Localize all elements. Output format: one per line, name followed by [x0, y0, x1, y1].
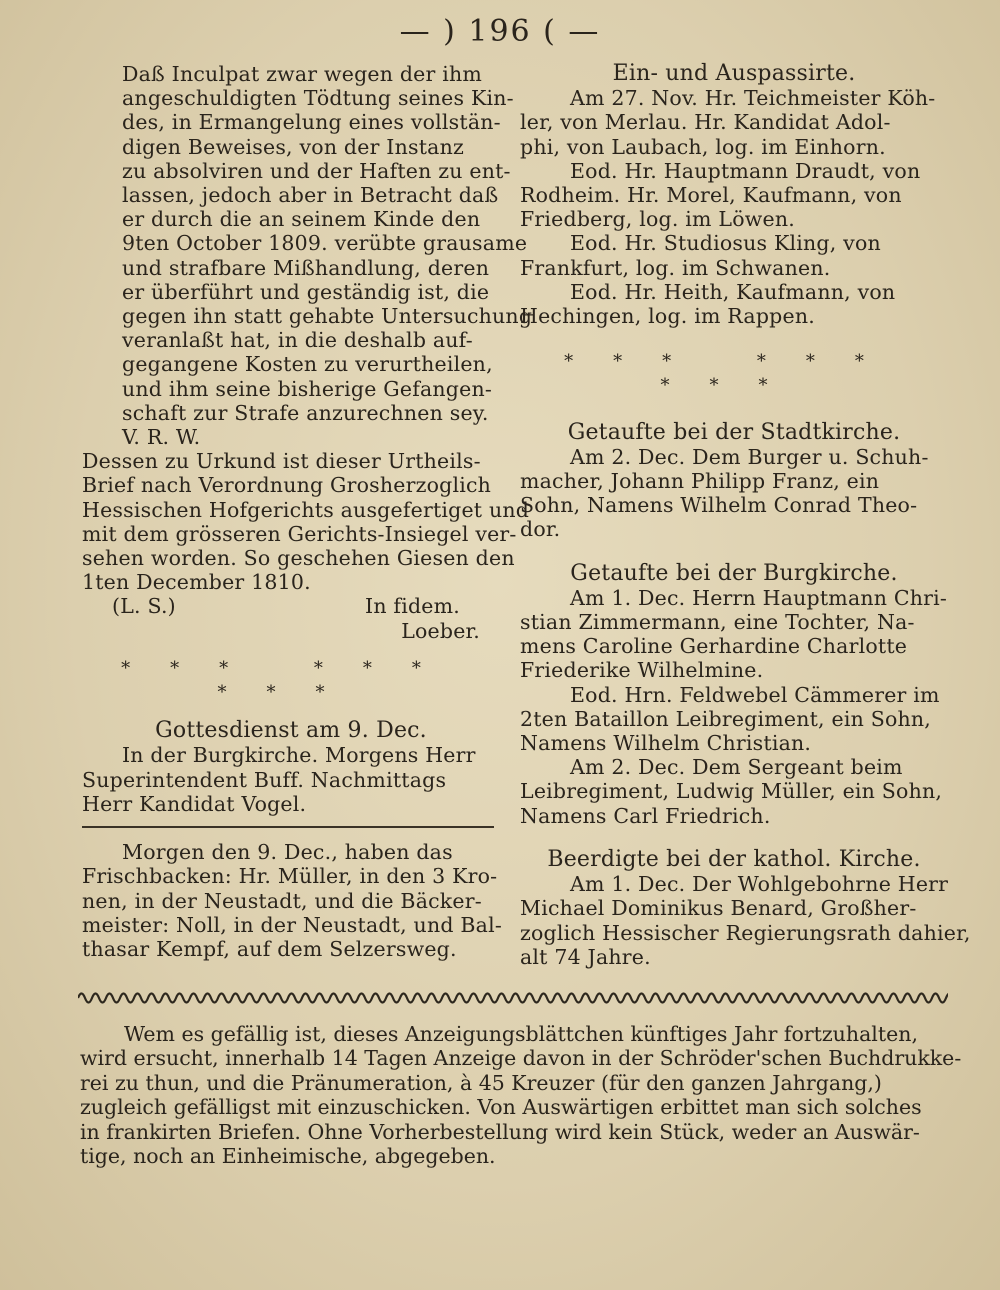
text-line: Hechingen, log. im Rappen. — [520, 304, 815, 329]
seal-row — [82, 594, 500, 618]
text-line: alt 74 Jahre. — [520, 944, 651, 969]
text-line: des, in Ermangelung eines vollstän- — [122, 110, 501, 135]
text-line: Daß Inculpat zwar wegen der ihm — [122, 62, 483, 86]
section-divider: *** *** *** — [121, 657, 461, 704]
service-paragraph — [82, 743, 500, 816]
text-line: und ihm seine bisherige Gefangen- — [122, 376, 492, 401]
seal-mark: (L. S.) — [112, 594, 176, 619]
text-line: Am 2. Dec. Dem Sergeant beim — [570, 755, 903, 780]
text-line: thasar Kempf, auf dem Selzersweg. — [82, 936, 457, 961]
text-line: ler, von Merlau. Hr. Kandidat Adol- — [520, 110, 891, 135]
text-line: Rodheim. Hr. Morel, Kaufmann, von — [520, 183, 902, 208]
text-line: Eod. Hr. Studiosus Kling, von — [570, 231, 881, 256]
text-line: Eod. Hrn. Feldwebel Cämmerer im — [570, 682, 940, 707]
text-line: gegangene Kosten zu verurtheilen, — [122, 352, 493, 377]
text-line: Sohn, Namens Wilhelm Conrad Theo- — [520, 493, 918, 518]
text-line: zu absolviren und der Haften zu ent- — [122, 158, 511, 183]
text-line: meister: Noll, in der Neustadt, und Bal- — [82, 912, 502, 937]
text-line: Superintendent Buff. Nachmittags — [82, 767, 447, 792]
text-line: schaft zur Strafe anzurechnen sey. — [122, 400, 489, 425]
baptized-burg-heading: Getaufte bei der Burgkirche. — [570, 560, 898, 586]
text-line: er durch die an seinem Kinde den — [122, 207, 481, 232]
text-line: Michael Dominikus Benard, Großher- — [520, 896, 917, 921]
text-line: Am 27. Nov. Hr. Teichmeister Köh- — [570, 86, 936, 111]
text-line: dor. — [520, 517, 561, 542]
text-line: V. R. W. — [122, 425, 201, 450]
text-line: phi, von Laubach, log. im Einhorn. — [520, 134, 886, 159]
text-line: zugleich gefälligst mit einzuschicken. Von Auswärtigen erbittet man sich solches — [80, 1095, 922, 1120]
text-line: lassen, jedoch aber in Betracht daß — [122, 183, 499, 208]
text-line: zoglich Hessischer Regierungsrath dahier, — [520, 920, 971, 945]
in-fidem: In fidem. — [365, 594, 460, 619]
column-rule — [82, 826, 494, 828]
text-line: Eod. Hr. Heith, Kaufmann, von — [570, 279, 896, 304]
text-line: Namens Carl Friedrich. — [520, 803, 771, 828]
service-heading: Gottesdienst am 9. Dec. — [155, 718, 427, 744]
subscription-notice — [80, 1022, 962, 1169]
attestation-paragraph — [82, 449, 530, 595]
text-line: Wem es gefällig ist, dieses Anzeigungsblättchen künftiges Jahr fortzuhalten, — [124, 1022, 918, 1046]
text-line: Am 1. Dec. Herrn Hauptmann Chri- — [570, 585, 948, 610]
text-line: in frankirten Briefen. Ohne Vorherbestellung wird kein Stück, weder an Auswär- — [80, 1119, 920, 1144]
text-line: digen Beweises, von der Instanz — [122, 134, 464, 159]
text-line: mit dem grösseren Gerichts-Insiegel ver- — [82, 521, 517, 546]
text-line: und strafbare Mißhandlung, deren — [122, 255, 490, 280]
text-line: Brief nach Verordnung Grosherzoglich — [82, 473, 492, 498]
text-line: angeschuldigten Tödtung seines Kin- — [122, 86, 514, 111]
text-line: Herr Kandidat Vogel. — [82, 791, 307, 816]
text-line: nen, in der Neustadt, und die Bäcker- — [82, 888, 482, 913]
text-line: Frankfurt, log. im Schwanen. — [520, 255, 831, 280]
text-line: Friederike Wilhelmine. — [520, 658, 764, 683]
text-line: stian Zimmermann, eine Tochter, Na- — [520, 610, 915, 635]
burials-paragraph — [520, 872, 971, 969]
text-line: tige, noch an Einheimische, abgegeben. — [80, 1144, 496, 1169]
text-line: gegen ihn statt gehabte Untersuchung — [122, 304, 533, 329]
text-line: Friedberg, log. im Löwen. — [520, 207, 795, 232]
section-divider: *** *** *** — [564, 351, 904, 397]
text-line: 1ten December 1810. — [82, 570, 311, 595]
travellers-paragraph — [520, 86, 948, 328]
text-line: macher, Johann Philipp Franz, ein — [520, 469, 880, 494]
text-line: Eod. Hr. Hauptmann Draudt, von — [570, 158, 921, 183]
text-line: Morgen den 9. Dec., haben das — [122, 840, 453, 865]
text-line: 9ten October 1809. verübte grausame — [122, 231, 528, 256]
text-line: Frischbacken: Hr. Müller, in den 3 Kro- — [82, 864, 498, 889]
text-line: Am 1. Dec. Der Wohlgebohrne Herr — [570, 872, 949, 897]
text-line: Am 2. Dec. Dem Burger u. Schuh- — [570, 444, 929, 469]
text-line: er überführt und geständig ist, die — [122, 279, 490, 304]
text-line: wird ersucht, innerhalb 14 Tagen Anzeige davon in der Schröder'schen Buchdrukke- — [80, 1046, 962, 1071]
text-line: mens Caroline Gerhardine Charlotte — [520, 634, 908, 659]
text-line: rei zu thun, und die Pränumeration, à 45 Kreuzer (für den ganzen Jahrgang,) — [80, 1070, 882, 1095]
text-line: In der Burgkirche. Morgens Herr — [122, 743, 476, 768]
signer-name: Loeber. — [401, 618, 480, 643]
text-line: sehen worden. So geschehen Giesen den — [82, 546, 515, 571]
baptized-stadt-heading: Getaufte bei der Stadtkirche. — [567, 419, 901, 445]
text-line: Leibregiment, Ludwig Müller, ein Sohn, — [520, 779, 943, 804]
baptized-stadt-paragraph — [520, 445, 948, 542]
text-line: Dessen zu Urkund ist dieser Urtheils- — [82, 449, 481, 474]
left-column — [82, 62, 533, 961]
text-line: Namens Wilhelm Christian. — [520, 731, 812, 756]
travellers-heading: Ein- und Auspassirte. — [612, 61, 856, 86]
baptized-burg-paragraph — [520, 586, 948, 828]
text-line: veranlaßt hat, in die deshalb auf- — [122, 328, 473, 353]
burials-heading: Beerdigte bei der kathol. Kirche. — [547, 846, 921, 872]
text-line: 2ten Bataillon Leibregiment, ein Sohn, — [520, 706, 932, 731]
bakers-paragraph — [82, 840, 500, 961]
ornamental-border — [78, 987, 948, 1009]
page-number: — ) 196 ( — — [399, 14, 601, 49]
text-line: Hessischen Hofgerichts ausgefertiget und — [82, 497, 530, 522]
verdict-paragraph — [82, 62, 533, 450]
right-column — [520, 61, 971, 969]
